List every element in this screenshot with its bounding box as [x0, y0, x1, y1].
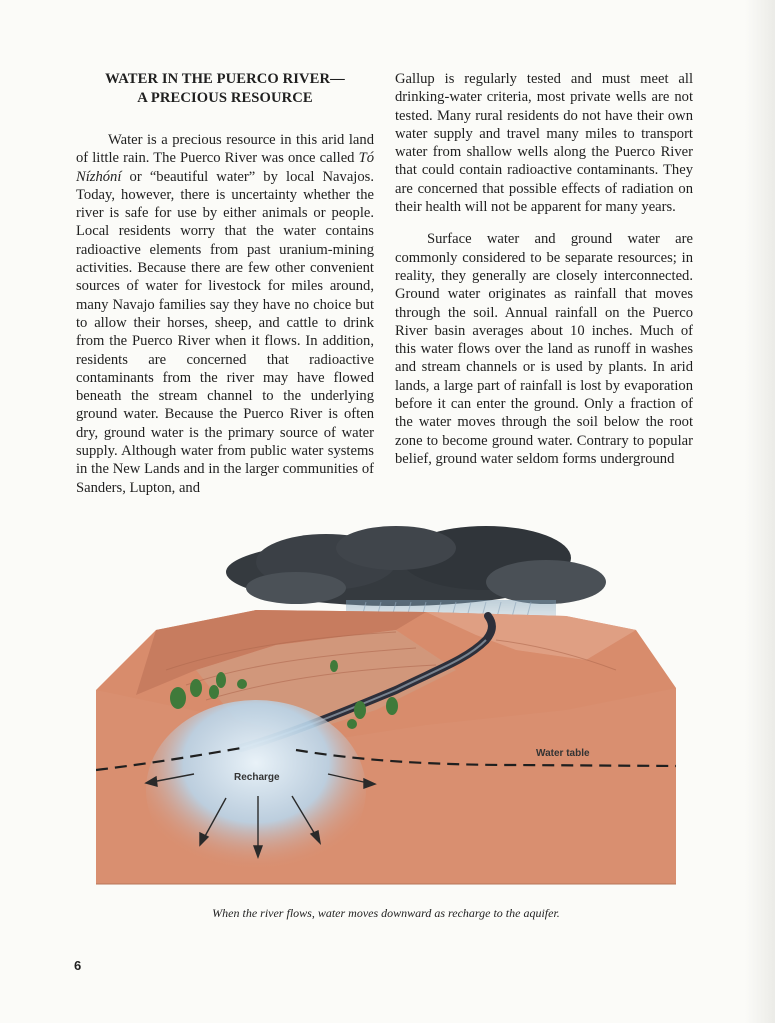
title-line-1: WATER IN THE PUERCO RIVER—: [105, 71, 345, 87]
right-column: [395, 70, 693, 482]
page-number: 6: [74, 958, 82, 973]
page-edge-shadow: [745, 0, 775, 1023]
rain-cloud: [226, 526, 606, 606]
paragraph-1-start: Water is a precious resource in this arid land of little rain. The Puerco River was once called: [76, 132, 374, 167]
block-diagram-illustration: [96, 520, 676, 886]
water-table-label: Water table: [536, 748, 590, 759]
recharge-diagram: [96, 520, 676, 886]
paragraph-1: [76, 131, 374, 497]
figure-caption: When the river flows, water moves downward as recharge to the aquifer.: [212, 906, 560, 920]
paragraph-1-continued: Gallup is regularly tested and must meet all drinking-water criteria, most private wells are not tested. Many rural residents do not have their own water supply and travel many miles to transport water from shallow wells along the Puerco River that could contain radioactive contaminants. They are concerned that possible effects of radiation on their health will not be apparent for many years.: [395, 71, 693, 216]
left-column: [76, 70, 374, 511]
recharge-label: Recharge: [234, 772, 280, 783]
paragraph-2: Surface water and ground water are commonly considered to be separate resources; in reality, they generally are closely interconnected. Ground water originates as rainfall that moves through the soil. Annual rainfall on the Puerco River basin averages about 10 inches. Much of this water flows over the land as runoff in washes and stream channels or is used by plants. In arid lands, a large part of rainfall is lost by evaporation before it can enter the ground. Only a fraction of the water moves through the soil below the root zone to become ground water. Contrary to popular belief, ground water seldom forms underground: [395, 231, 693, 467]
paragraph-1-rest: or “beautiful water” by local Navajos. Today, however, there is uncertainty whether the river is safe for use by either animals or people. Local residents worry that the water contains radioactive elements from past uranium-mining activities. Because there are few other convenient sources of water for livestock for miles around, many Navajo families say they have no choice but to allow their horses, sheep, and cattle to drink from the Puerco River when it flows. In addition, residents are concerned that radioactive contaminants from the river may have flowed beneath the stream channel to the underlying ground water. Because the Puerco River is often dry, ground water is the primary source of water supply. Although water from public water systems in the New Lands and in the larger communities of Sanders, Lupton, and: [76, 168, 374, 496]
title-line-2: A PRECIOUS RESOURCE: [137, 89, 313, 106]
navajo-name: Tó Nízhóní: [76, 150, 374, 185]
article-title: [76, 70, 374, 107]
